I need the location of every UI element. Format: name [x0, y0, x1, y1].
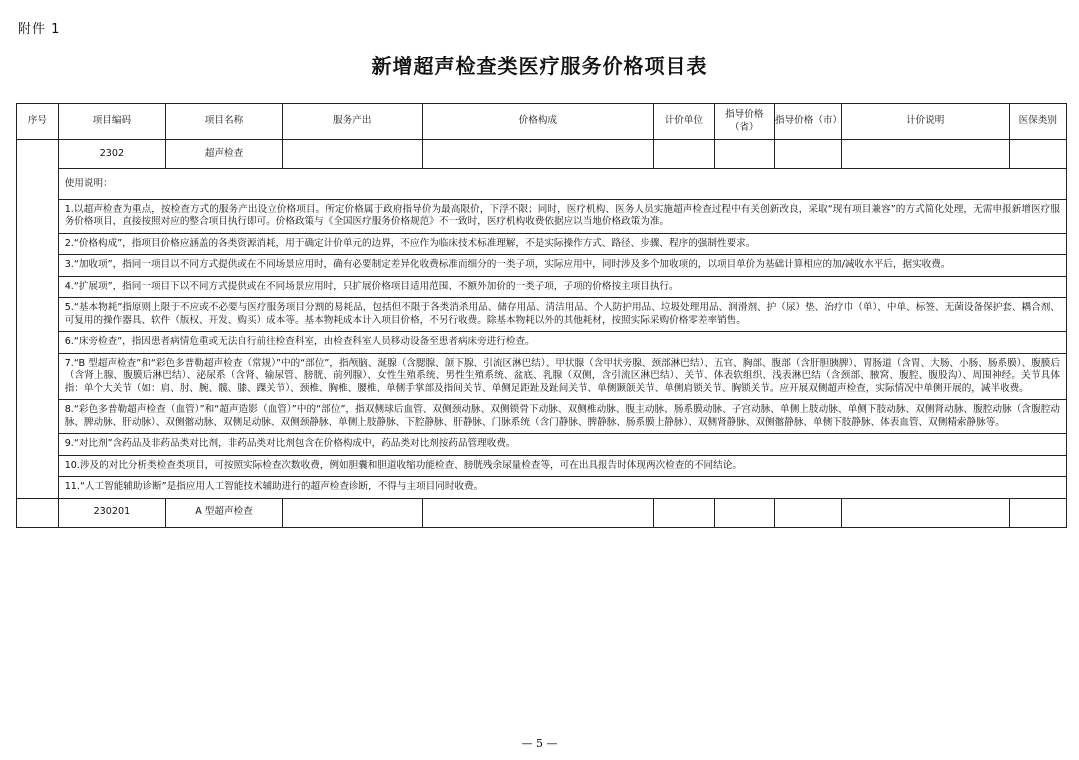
note-row [17, 298, 1067, 332]
header-name: 项目名称 [166, 104, 283, 140]
table-header-row [17, 104, 1067, 140]
page-title: 新增超声检查类医疗服务价格项目表 [371, 54, 708, 78]
header-price-city: 指导价格（市） [775, 104, 842, 140]
code-cell: 230201 [58, 498, 165, 527]
code-cell: 2302 [58, 140, 165, 169]
usage-row [17, 169, 1067, 200]
name-cell: A 型超声检查 [166, 498, 283, 527]
seq-cell [17, 498, 59, 527]
name-cell: 超声检查 [166, 140, 283, 169]
note-5: 5.“基本物耗”指原则上限于不应或不必要与医疗服务项目分割的易耗品，包括但不限于各类消杀用品、储存用品、清洁用品、个人防护用品、垃圾处理用品、润滑剂、护（尿）垫、治疗巾（单）、中单、标签、无菌设备保护套、耦合剂、可复用的操作器具、软件（版权、开发、购买）成本等。基本物耗成本计入项目价格，不另行收费。除基本物耗以外的其他耗材，按照实际采购价格零差率销售。 [58, 298, 1066, 332]
note-row [17, 200, 1067, 234]
header-unit: 计价单位 [654, 104, 714, 140]
usage-label: 使用说明： [58, 169, 1066, 200]
header-output: 服务产出 [282, 104, 422, 140]
header-seq: 序号 [17, 104, 59, 140]
note-8: 8.“彩色多普勒超声检查（血管）”和“超声造影（血管）”中的“部位”，指双侧球后血管、双侧颈动脉、双侧锁骨下动脉、双侧椎动脉、腹主动脉、肠系膜动脉、子宫动脉、单侧上肢动脉、单侧下肢动脉、双侧肾动脉、腹腔动脉（含腹腔动脉、脾动脉、肝动脉）、双侧髂动脉、双侧足动脉、双侧颈静脉、单侧上肢静脉、下腔静脉、肝静脉、门脉系统（含门静脉、脾静脉、肠系膜上静脉）、双侧肾静脉、双侧髂静脉、单侧下肢静脉、体表血管、双侧精索静脉等。 [58, 400, 1066, 434]
note-2: 2.“价格构成”，指项目价格应涵盖的各类资源消耗，用于确定计价单元的边界，不应作为临床技术标准理解，不是实际操作方式、路径、步骤、程序的强制性要求。 [58, 233, 1066, 254]
header-code: 项目编码 [58, 104, 165, 140]
header-pricing-note: 计价说明 [841, 104, 1009, 140]
note-row [17, 276, 1067, 297]
note-6: 6.“床旁检查”，指因患者病情危重或无法自行前往检查科室，由检查科室人员移动设备至患者病床旁进行检查。 [58, 332, 1066, 353]
note-row [17, 455, 1067, 476]
note-row [17, 434, 1067, 455]
header-price-province: 指导价格（省） [714, 104, 774, 140]
table-row [17, 140, 1067, 169]
page-number: — 5 — [521, 737, 558, 750]
note-1: 1.以超声检查为重点，按检查方式的服务产出设立价格项目。所定价格属于政府指导价为最高限价，下浮不限；同时，医疗机构、医务人员实施超声检查过程中有关创新改良，采取“现有项目兼容”的方式简化处理，无需申报新增医疗服务价格项目，直接按照对应的整合项目执行即可。价格政策与《全国医疗服务价格规范》不一致时，医疗机构收费依据应以当地价格政策为准。 [58, 200, 1066, 234]
note-row [17, 477, 1067, 498]
header-insurance: 医保类别 [1009, 104, 1066, 140]
note-3: 3.“加收项”，指同一项目以不同方式提供或在不同场景应用时，确有必要制定差异化收费标准而细分的一类子项，实际应用中，同时涉及多个加收项的，以项目单价为基础计算相应的加/减收水平后，据实收费。 [58, 255, 1066, 276]
note-row [17, 332, 1067, 353]
attachment-label: 附件 1 [18, 22, 61, 37]
price-table [16, 103, 1067, 528]
note-9: 9.“对比剂”含药品及非药品类对比剂，非药品类对比剂包含在价格构成中，药品类对比剂按药品管理收费。 [58, 434, 1066, 455]
note-4: 4.“扩展项”，指同一项目下以不同方式提供或在不同场景应用时，只扩展价格项目适用范围、不额外加价的一类子项，子项的价格按主项目执行。 [58, 276, 1066, 297]
note-row [17, 400, 1067, 434]
header-composition: 价格构成 [422, 104, 653, 140]
note-row [17, 353, 1067, 399]
note-7: 7.“B 型超声检查”和“彩色多普勒超声检查（常规）”中的“部位”，指颅脑、涎腺（含腮腺、颌下腺、引流区淋巴结）、甲状腺（含甲状旁腺、颈部淋巴结）、五官、胸部、腹部（含肝胆胰脾）、胃肠道（含胃、大肠、小肠、肠系膜）、腹膜后（含肾上腺、腹膜后淋巴结）、泌尿系（含肾、输尿管、膀胱、前列腺）、女性生殖系统、男性生殖系统、盆底、乳腺（双侧，含引流区淋巴结）、关节、体表软组织、浅表淋巴结（含颈部、腋窝、腹腔、腹股沟）、周围神经。关节具体指：单个大关节（如：肩、肘、腕、髋、膝、踝关节）、颈椎、胸椎、腰椎、单侧手掌部及指间关节、单侧足距趾及趾间关节、单侧颞颌关节、单侧肩锁关节、胸锁关节。应开展双侧超声检查，实际情况中单侧开展的，减半收费。 [58, 353, 1066, 399]
seq-cell [17, 140, 59, 499]
note-11: 11.“人工智能辅助诊断”是指应用人工智能技术辅助进行的超声检查诊断，不得与主项目同时收费。 [58, 477, 1066, 498]
note-row [17, 233, 1067, 254]
note-10: 10.涉及的对比分析类检查类项目，可按照实际检查次数收费，例如胆囊和胆道收缩功能检查、膀胱残余尿量检查等，可在出具报告时体现两次检查的不同结论。 [58, 455, 1066, 476]
table-row [17, 498, 1067, 527]
note-row [17, 255, 1067, 276]
